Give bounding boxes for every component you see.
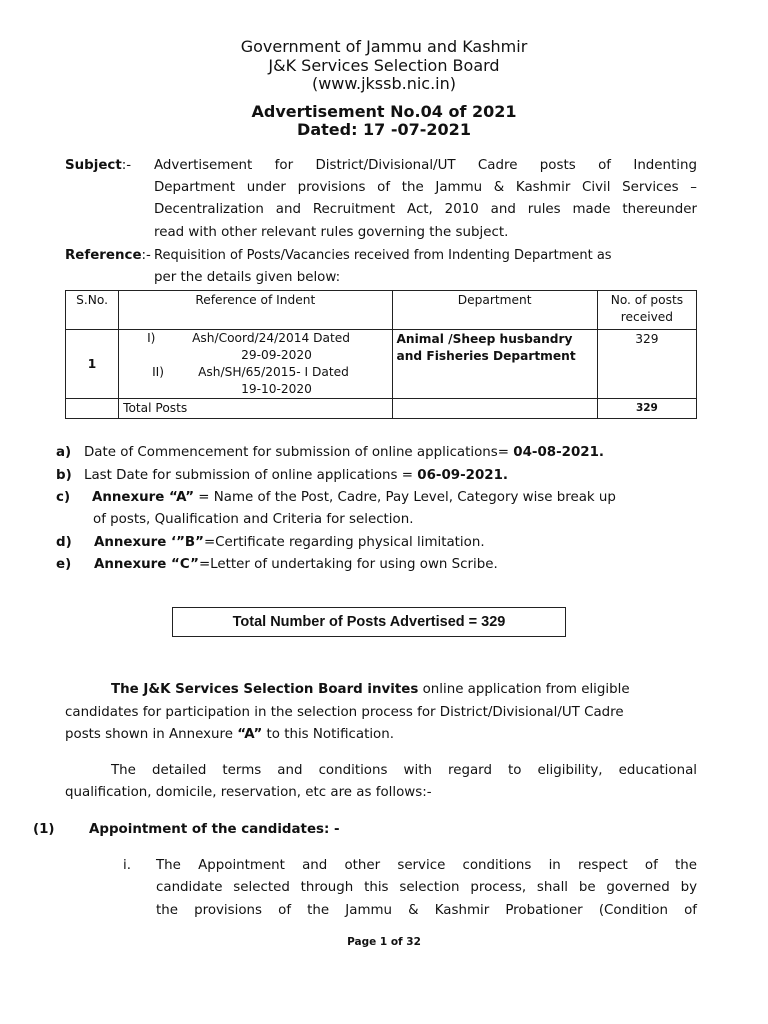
reference-line: Requisition of Posts/Vacancies received from Indenting Department as: [154, 248, 612, 263]
item-e: e) Annexure “C”=Letter of undertaking for using own Scribe.: [56, 557, 498, 572]
indent-1-date: 29-09-2020: [241, 348, 312, 362]
para1-line-3: posts shown in Annexure “A” to this Notification.: [65, 727, 394, 742]
advertisement-date: Dated: 17 -07-2021: [297, 120, 471, 139]
para2-line-2: qualification, domicile, reservation, etc are as follows:-: [65, 785, 432, 800]
item-d: d) Annexure ‘”B”=Certificate regarding physical limitation.: [56, 535, 485, 550]
reference-line: per the details given below:: [154, 270, 341, 285]
header-line-2: J&K Services Selection Board: [268, 56, 500, 75]
table-total-row: [66, 399, 697, 419]
item-c-line-2: of posts, Qualification and Criteria for selection.: [93, 512, 414, 527]
subject-line: read with other relevant rules governing the subject.: [154, 225, 509, 240]
header-line-1: Government of Jammu and Kashmir: [240, 37, 528, 56]
indent-table: [65, 290, 697, 419]
indent-1-number: I): [147, 331, 156, 345]
table-header-row: [66, 291, 697, 330]
para1-line-2: candidates for participation in the selection process for District/Divisional/UT Cadre: [65, 705, 624, 720]
section-1-line: The Appointment and other service conditions in respect of the: [156, 858, 697, 873]
section-1-line: candidate selected through this selection process, shall be governed by: [156, 880, 697, 895]
indent-2-number: II): [152, 365, 165, 379]
row-reference: [119, 330, 392, 399]
indent-2-date: 19-10-2020: [241, 382, 312, 396]
section-1-number: (1): [33, 822, 55, 837]
section-1-sub-number: i.: [123, 858, 131, 873]
header-department: Department: [392, 291, 597, 330]
subject-label: Subject:-: [65, 158, 132, 173]
page-number: Page 1 of 32: [347, 936, 421, 948]
total-label: Total Posts: [119, 399, 392, 419]
subject-line: Advertisement for District/Divisional/UT Cadre posts of Indenting: [154, 158, 697, 173]
header-reference: Reference of Indent: [119, 291, 392, 330]
para1-line-1: The J&K Services Selection Board invites online application from eligible: [111, 682, 630, 697]
table-row: [66, 330, 697, 399]
row-posts: 329: [597, 330, 696, 399]
indent-2-ref: Ash/SH/65/2015- I Dated: [198, 365, 349, 379]
section-1-title: Appointment of the candidates: -: [89, 822, 340, 837]
indent-1-ref: Ash/Coord/24/2014 Dated: [192, 331, 351, 345]
subject-line: Department under provisions of the Jammu & Kashmir Civil Services –: [154, 180, 697, 195]
para2-line-1: The detailed terms and conditions with regard to eligibility, educational: [111, 763, 697, 778]
total-value: 329: [597, 399, 696, 419]
item-c: c) Annexure “A” = Name of the Post, Cadre, Pay Level, Category wise break up: [56, 490, 616, 505]
section-1-line: the provisions of the Jammu & Kashmir Probationer (Condition of: [156, 903, 697, 918]
header-posts: No. of posts received: [597, 291, 696, 330]
reference-label: Reference:-: [65, 248, 151, 263]
row-sno: 1: [66, 330, 119, 399]
row-department: Animal /Sheep husbandry and Fisheries Department: [392, 330, 597, 399]
advertisement-number: Advertisement No.04 of 2021: [251, 102, 517, 121]
header-website[interactable]: (www.jkssb.nic.in): [311, 74, 457, 93]
item-a: a) Date of Commencement for submission of online applications= 04-08-2021.: [56, 445, 604, 460]
item-b: b) Last Date for submission of online applications = 06-09-2021.: [56, 468, 509, 483]
total-posts-box: Total Number of Posts Advertised = 329: [172, 607, 566, 637]
header-sno: S.No.: [66, 291, 119, 330]
subject-line: Decentralization and Recruitment Act, 2010 and rules made thereunder: [154, 202, 697, 217]
